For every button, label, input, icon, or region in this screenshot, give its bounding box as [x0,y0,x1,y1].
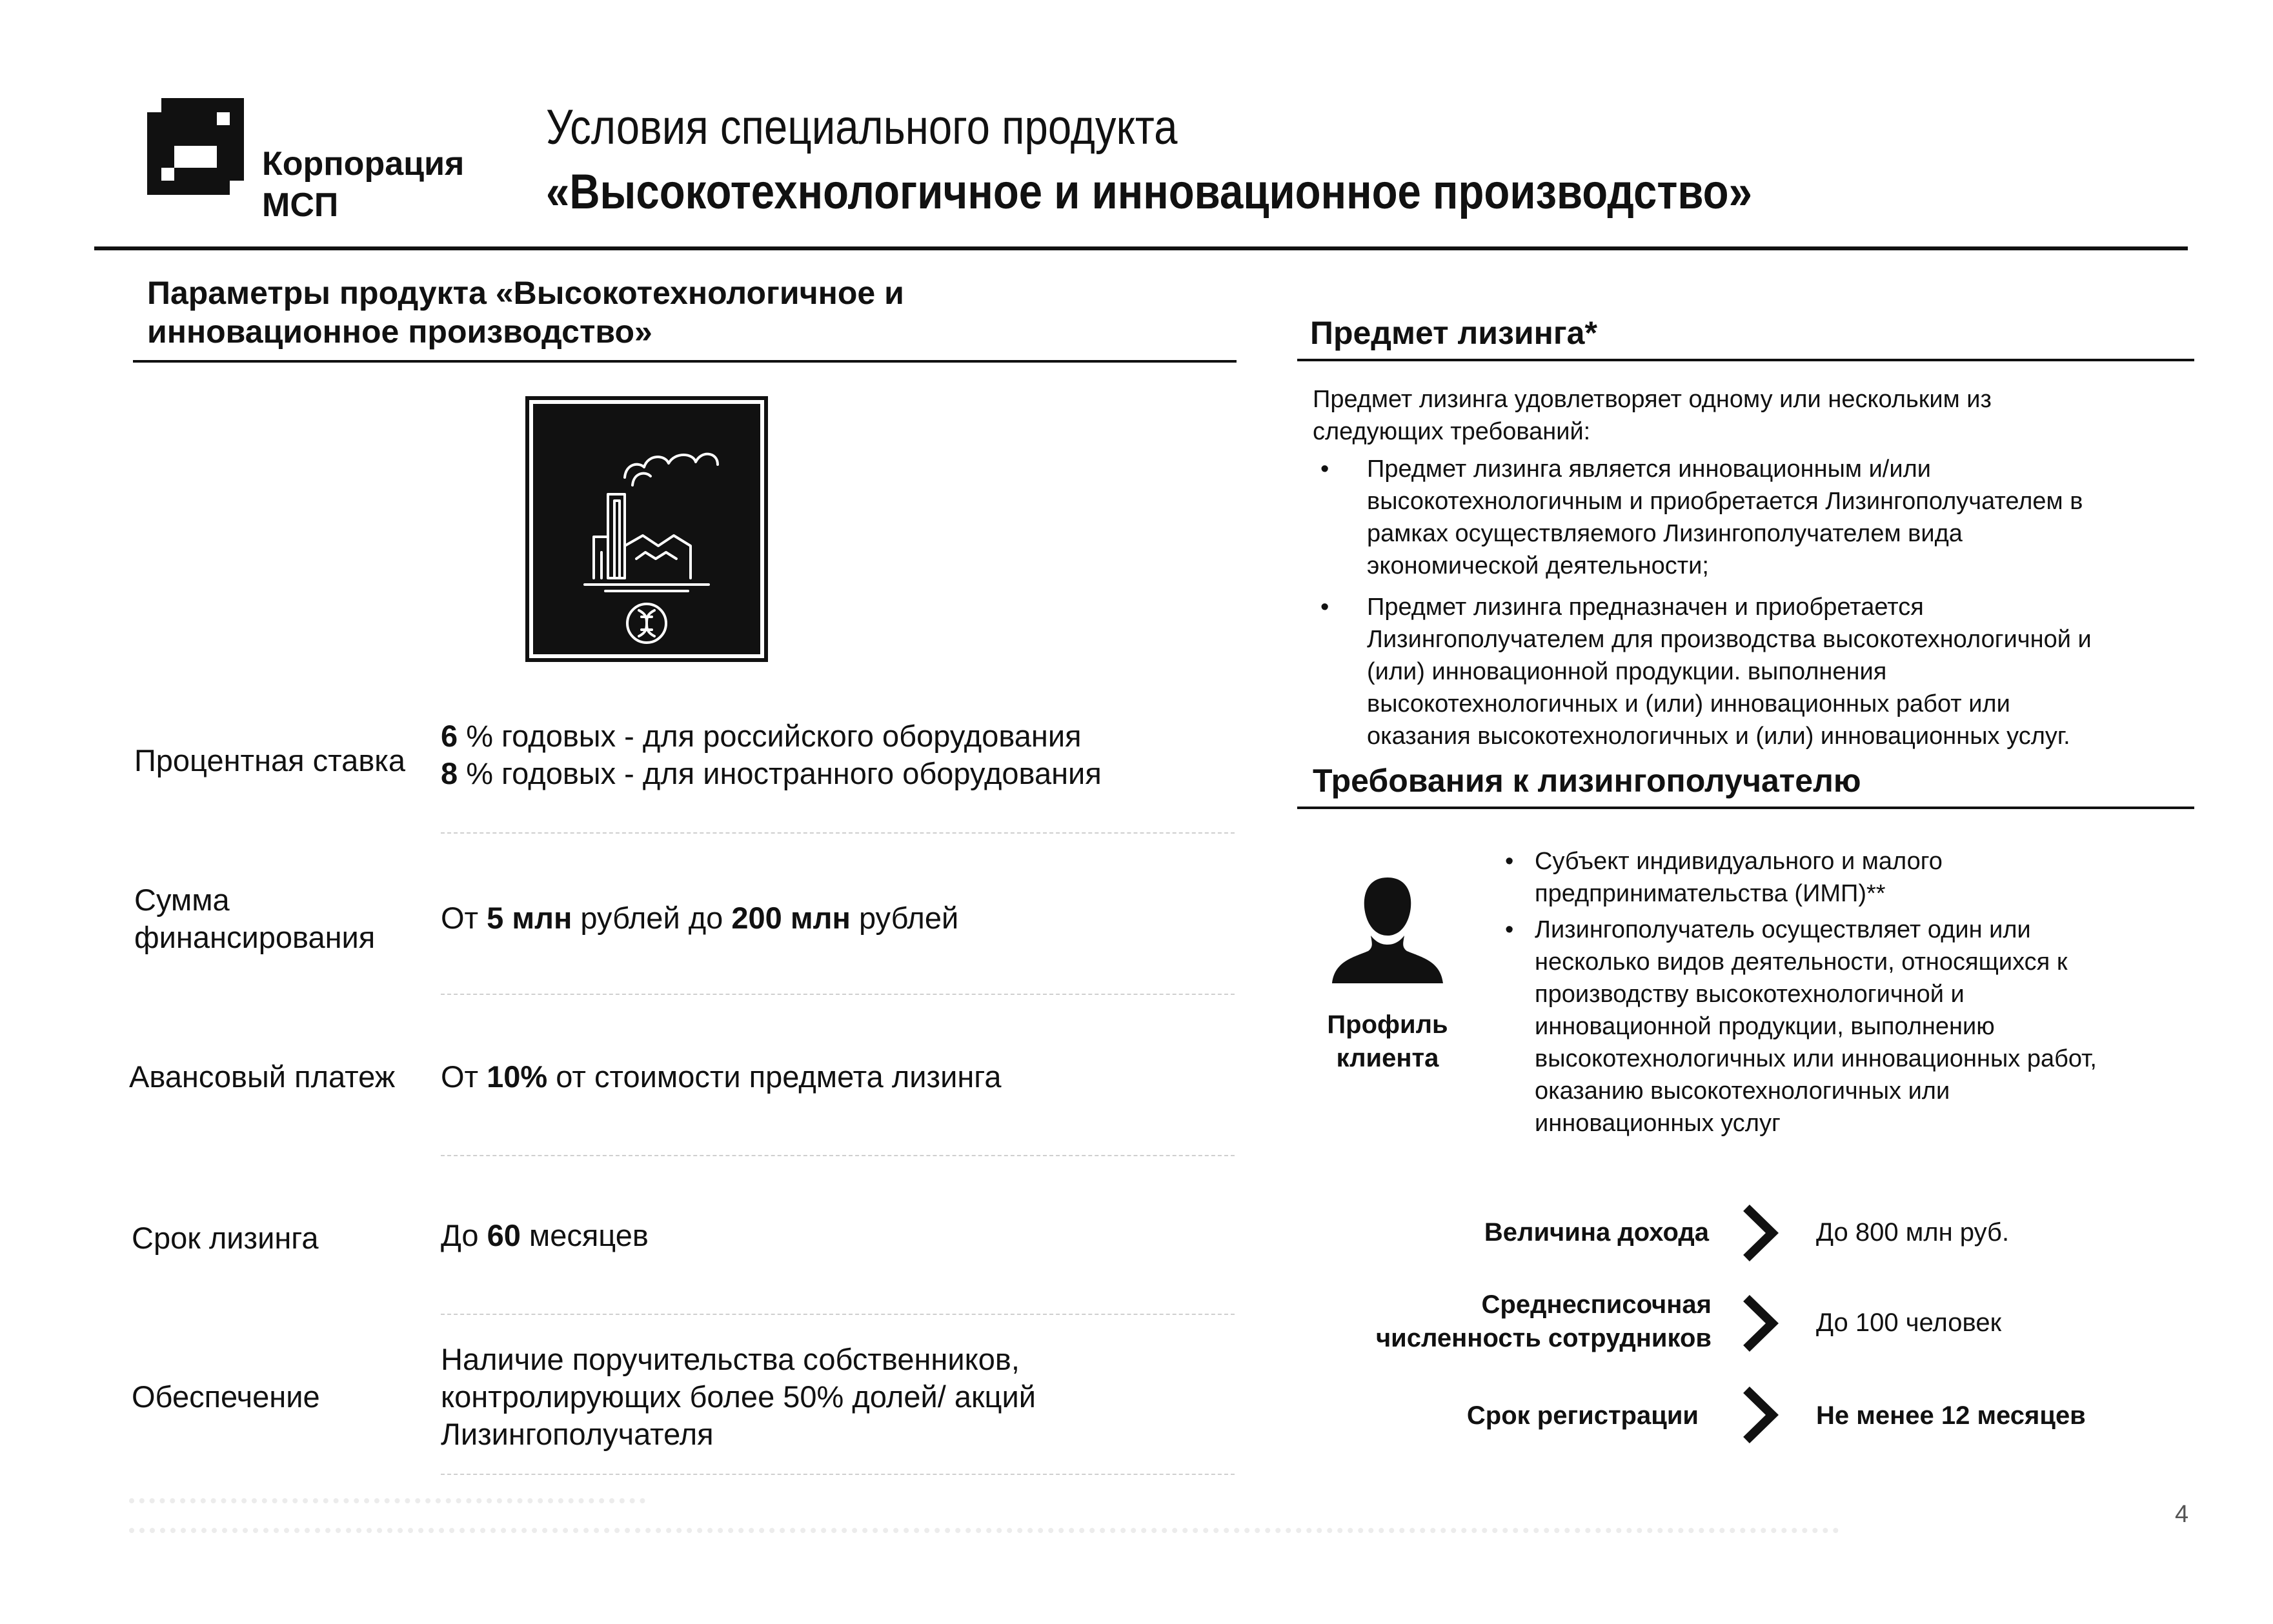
requirements-list [1500,845,2197,1139]
req2-line3: производству высокотехнологичной и [1535,981,1965,1008]
logo-line1: Корпорация [262,145,465,183]
leasing-intro-line1: Предмет лизинга удовлетворяет одному или нескольким из [1313,386,1992,413]
req2-line2: несколько видов деятельности, относящихся к [1535,948,2068,976]
logo-line2: МСП [262,186,339,224]
bullet1-line4: экономической деятельности; [1367,552,1709,579]
security-line3: Лизингополучателя [441,1417,714,1451]
rate-import-bold: 8 [441,756,458,790]
term-value [441,1217,649,1254]
amount-label-line2: финансирования [134,920,376,954]
footnote-faint-line [129,1498,645,1503]
registration-label: Срок регистрации [1466,1401,1699,1430]
registration-value: Не менее 12 месяцев [1816,1401,2086,1430]
req2-line7: инновационных услуг [1535,1110,1781,1137]
advance-value [441,1058,1002,1096]
requirements-divider [1297,807,2194,809]
staff-value: До 100 человек [1816,1308,2002,1337]
client-profile-label [1317,1008,1459,1075]
requirement-bullet [1500,914,2197,1139]
requirement-bullet [1500,845,2197,910]
rate-foreign-bold: 6 [441,719,458,753]
row-separator [441,1314,1235,1315]
page-number: 4 [2175,1501,2189,1528]
rate-value [441,717,1102,792]
chevron-right-icon [1740,1204,1779,1262]
page-title-line2: «Высокотехнологичное и инновационное производство» [546,165,1752,219]
profile-line2: клиента [1336,1044,1439,1072]
amount-label-line1: Сумма [134,883,230,917]
term-pre: До [441,1218,487,1252]
req1-line1: • Субъект индивидуального и малого [1535,848,1943,875]
params-heading-line1: Параметры продукта «Высокотехнологичное и [147,275,904,311]
security-label: Обеспечение [132,1379,320,1414]
row-separator [441,832,1235,834]
corporation-logo-icon [147,98,244,195]
leasing-bullet [1313,591,2190,752]
amount-pre: От [441,901,487,935]
amount-max: 200 млн [731,901,851,935]
leasing-intro-line2: следующих требований: [1313,418,1591,445]
page-title-line1: Условия специального продукта [546,100,1178,155]
requirements-heading: Требования к лизингополучателю [1313,763,1861,799]
rate-import-text: % годовых - для иностранного оборудования [458,756,1102,790]
income-value: До 800 млн руб. [1816,1218,2010,1247]
logo-text [262,143,464,226]
bullet1-line1: • Предмет лизинга является инновационным и/или [1367,456,1931,483]
rate-domestic-text: % годовых - для российского оборудования [458,719,1082,753]
staff-label [1376,1288,1712,1355]
bullet2-line4: высокотехнологичных и (или) инновационных работ или [1367,690,2010,717]
staff-label-line1: Среднесписочная [1481,1290,1712,1319]
header-divider [94,246,2188,250]
advance-label: Авансовый платеж [129,1059,396,1094]
params-heading [147,274,904,351]
term-post: месяцев [520,1218,649,1252]
row-separator [441,1155,1235,1156]
security-line1: Наличие поручительства собственников, [441,1342,1020,1376]
leasing-subject-heading: Предмет лизинга* [1310,315,1597,351]
params-divider [133,360,1237,363]
req2-line4: инновационной продукции, выполнению [1535,1013,1995,1040]
factory-dna-icon [525,396,768,662]
amount-min: 5 млн [487,901,572,935]
advance-percent: 10% [487,1059,548,1094]
term-label: Срок лизинга [132,1221,319,1255]
security-line2: контролирующих более 50% долей/ акций [441,1379,1036,1414]
staff-label-line2: численность сотрудников [1375,1324,1712,1352]
advance-post: от стоимости предмета лизинга [547,1059,1002,1094]
params-heading-line2: инновационное производство» [147,314,652,350]
bullet2-line1: • Предмет лизинга предназначен и приобретается [1367,594,1924,621]
advance-pre: От [441,1059,487,1094]
profile-line1: Профиль [1327,1010,1448,1039]
req2-line6: оказанию высокотехнологичных или [1535,1078,1950,1105]
chevron-right-icon [1740,1386,1779,1444]
bullet1-line2: высокотехнологичным и приобретается Лизингополучателем в [1367,488,2083,515]
amount-mid: рублей до [572,901,732,935]
amount-label [134,881,375,956]
security-value [441,1341,1036,1453]
leasing-bullet [1313,453,2190,582]
row-separator [441,1474,1235,1475]
chevron-right-icon [1740,1294,1779,1352]
leasing-subject-text [1313,383,2190,752]
leasing-subject-divider [1297,359,2194,361]
bullet1-line3: рамках осуществляемого Лизингополучателем вида [1367,520,1963,547]
req1-line2: предпринимательства (ИМП)** [1535,880,1886,907]
bullet2-line5: оказания высокотехнологичных и (или) инновационных услуг. [1367,723,2070,750]
footnote-faint-line [129,1528,1839,1533]
amount-post: рублей [850,901,959,935]
person-silhouette-icon [1329,874,1446,983]
amount-value [441,899,958,937]
req2-line5: высокотехнологичных или инновационных работ, [1535,1045,2097,1072]
income-label: Величина дохода [1484,1218,1709,1247]
rate-label: Процентная ставка [134,743,406,777]
bullet2-line3: (или) инновационной продукции. выполнения [1367,658,1887,685]
req2-line1: • Лизингополучатель осуществляет один или [1535,916,2031,943]
bullet2-line2: Лизингополучателем для производства высокотехнологичной и [1367,626,2092,653]
term-months: 60 [487,1218,521,1252]
row-separator [441,994,1235,995]
